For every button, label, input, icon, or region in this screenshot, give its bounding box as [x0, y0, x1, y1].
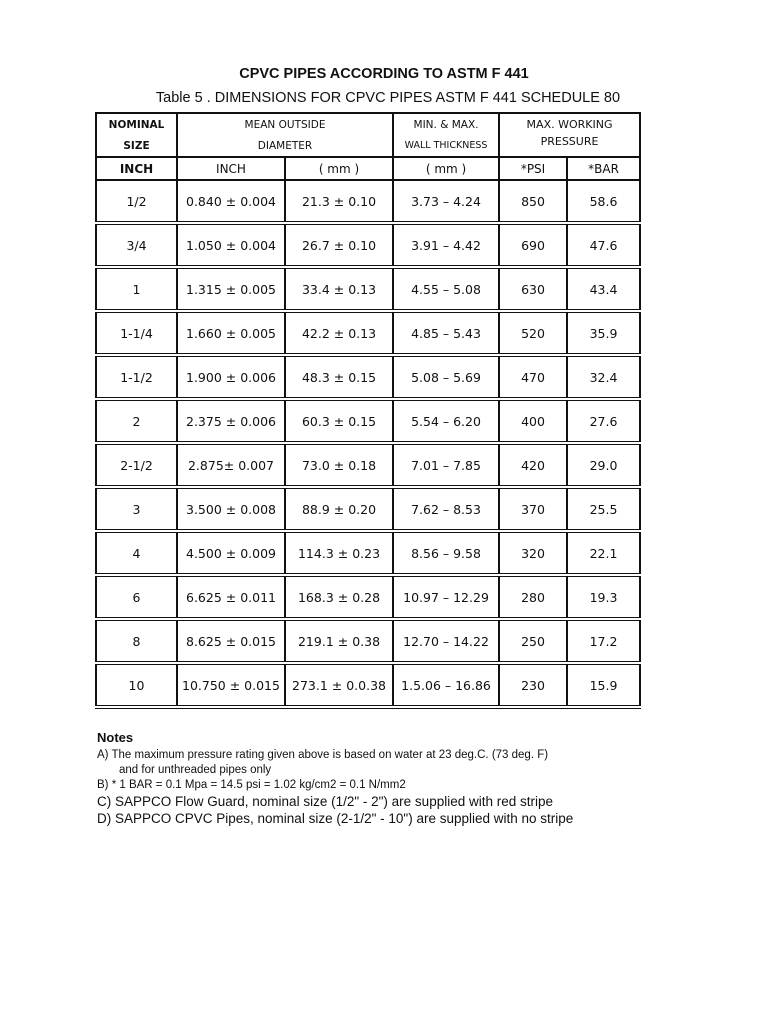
cell-od-inch: 1.900 ± 0.006	[177, 355, 285, 399]
note-c: C) SAPPCO Flow Guard, nominal size (1/2" - 2") are supplied with red stripe	[97, 794, 554, 809]
cell-nominal-size: 1/2	[96, 180, 177, 223]
cell-od-mm: 21.3 ± 0.10	[285, 180, 393, 223]
cell-wall-mm: 7.01 – 7.85	[393, 443, 499, 487]
cell-nominal-size: 4	[96, 531, 177, 575]
subheader-bar: *BAR	[567, 157, 640, 180]
document-title: CPVC PIPES ACCORDING TO ASTM F 441	[239, 66, 529, 82]
cell-od-mm: 26.7 ± 0.10	[285, 223, 393, 267]
header-wall: MIN. & MAX.	[393, 113, 499, 135]
cell-bar: 58.6	[567, 180, 640, 223]
note-a: A) The maximum pressure rating given above is based on water at 23 deg.C. (73 deg. F)	[97, 749, 549, 761]
cell-psi: 470	[499, 355, 567, 399]
cell-psi: 250	[499, 619, 567, 663]
cell-bar: 32.4	[567, 355, 640, 399]
header-nominal: NOMINAL	[96, 113, 177, 135]
table-row	[96, 180, 640, 223]
cell-bar: 22.1	[567, 531, 640, 575]
cell-nominal-size: 2-1/2	[96, 443, 177, 487]
cell-od-mm: 168.3 ± 0.28	[285, 575, 393, 619]
cell-nominal-size: 1-1/2	[96, 355, 177, 399]
header-inch: INCH	[96, 157, 177, 180]
cell-psi: 690	[499, 223, 567, 267]
cell-psi: 400	[499, 399, 567, 443]
cell-bar: 47.6	[567, 223, 640, 267]
cell-od-mm: 48.3 ± 0.15	[285, 355, 393, 399]
note-a-continued: and for unthreaded pipes only	[119, 764, 272, 776]
cell-wall-mm: 12.70 – 14.22	[393, 619, 499, 663]
cell-od-mm: 114.3 ± 0.23	[285, 531, 393, 575]
cell-nominal-size: 10	[96, 663, 177, 707]
cell-wall-mm: 3.73 – 4.24	[393, 180, 499, 223]
cell-wall-mm: 4.55 – 5.08	[393, 267, 499, 311]
cell-wall-mm: 5.54 – 6.20	[393, 399, 499, 443]
cell-nominal-size: 3/4	[96, 223, 177, 267]
cell-od-inch: 0.840 ± 0.004	[177, 180, 285, 223]
cell-bar: 19.3	[567, 575, 640, 619]
table-row	[96, 355, 640, 399]
cell-od-inch: 2.375 ± 0.006	[177, 399, 285, 443]
notes-heading: Notes	[97, 730, 134, 745]
header-pressure: MAX. WORKING PRESSURE	[499, 113, 640, 157]
cell-bar: 29.0	[567, 443, 640, 487]
cell-nominal-size: 1-1/4	[96, 311, 177, 355]
cell-psi: 230	[499, 663, 567, 707]
cell-bar: 17.2	[567, 619, 640, 663]
cell-od-inch: 1.315 ± 0.005	[177, 267, 285, 311]
cell-nominal-size: 3	[96, 487, 177, 531]
table-row	[96, 223, 640, 267]
cell-bar: 25.5	[567, 487, 640, 531]
cell-nominal-size: 6	[96, 575, 177, 619]
cell-od-inch: 6.625 ± 0.011	[177, 575, 285, 619]
table-row	[96, 399, 640, 443]
cell-od-mm: 33.4 ± 0.13	[285, 267, 393, 311]
cell-wall-mm: 8.56 – 9.58	[393, 531, 499, 575]
cell-bar: 43.4	[567, 267, 640, 311]
header-nominal-size: SIZE	[96, 135, 177, 157]
cell-psi: 280	[499, 575, 567, 619]
cell-od-inch: 10.750 ± 0.015	[177, 663, 285, 707]
cell-psi: 850	[499, 180, 567, 223]
table-row	[96, 267, 640, 311]
cell-nominal-size: 1	[96, 267, 177, 311]
cell-od-mm: 88.9 ± 0.20	[285, 487, 393, 531]
cell-od-mm: 219.1 ± 0.38	[285, 619, 393, 663]
header-mean-outside: MEAN OUTSIDE	[177, 113, 393, 135]
cell-psi: 630	[499, 267, 567, 311]
cell-od-mm: 42.2 ± 0.13	[285, 311, 393, 355]
cell-bar: 27.6	[567, 399, 640, 443]
subheader-wall-mm: ( mm )	[393, 157, 499, 180]
cell-od-inch: 1.660 ± 0.005	[177, 311, 285, 355]
cell-psi: 520	[499, 311, 567, 355]
cell-bar: 15.9	[567, 663, 640, 707]
table-caption: Table 5 . DIMENSIONS FOR CPVC PIPES ASTM F 441 SCHEDULE 80	[155, 90, 621, 106]
cell-wall-mm: 7.62 – 8.53	[393, 487, 499, 531]
cell-wall-mm: 3.91 – 4.42	[393, 223, 499, 267]
cell-nominal-size: 2	[96, 399, 177, 443]
cell-od-inch: 2.875± 0.007	[177, 443, 285, 487]
cell-od-inch: 1.050 ± 0.004	[177, 223, 285, 267]
subheader-psi: *PSI	[499, 157, 567, 180]
note-d: D) SAPPCO CPVC Pipes, nominal size (2-1/2" - 10") are supplied with no stripe	[97, 811, 574, 826]
header-diameter: DIAMETER	[177, 135, 393, 157]
table-row	[96, 531, 640, 575]
cell-psi: 320	[499, 531, 567, 575]
cell-wall-mm: 1.5.06 – 16.86	[393, 663, 499, 707]
cell-wall-mm: 10.97 – 12.29	[393, 575, 499, 619]
notes-section	[97, 730, 573, 827]
cell-psi: 420	[499, 443, 567, 487]
cell-bar: 35.9	[567, 311, 640, 355]
subheader-mm: ( mm )	[285, 157, 393, 180]
dimensions-table	[95, 112, 641, 709]
header-wall-thickness: WALL THICKNESS	[393, 135, 499, 157]
cell-od-mm: 73.0 ± 0.18	[285, 443, 393, 487]
subheader-inch: INCH	[177, 157, 285, 180]
cell-od-inch: 8.625 ± 0.015	[177, 619, 285, 663]
table-row	[96, 663, 640, 707]
table-row	[96, 487, 640, 531]
table-row	[96, 619, 640, 663]
table-row	[96, 575, 640, 619]
note-b: B) * 1 BAR = 0.1 Mpa = 14.5 psi = 1.02 kg/cm2 = 0.1 N/mm2	[97, 779, 406, 791]
cell-psi: 370	[499, 487, 567, 531]
cell-od-mm: 60.3 ± 0.15	[285, 399, 393, 443]
cell-od-inch: 4.500 ± 0.009	[177, 531, 285, 575]
cell-wall-mm: 5.08 – 5.69	[393, 355, 499, 399]
table-row	[96, 311, 640, 355]
cell-od-inch: 3.500 ± 0.008	[177, 487, 285, 531]
table-row	[96, 443, 640, 487]
cell-od-mm: 273.1 ± 0.0.38	[285, 663, 393, 707]
cell-nominal-size: 8	[96, 619, 177, 663]
cell-wall-mm: 4.85 – 5.43	[393, 311, 499, 355]
